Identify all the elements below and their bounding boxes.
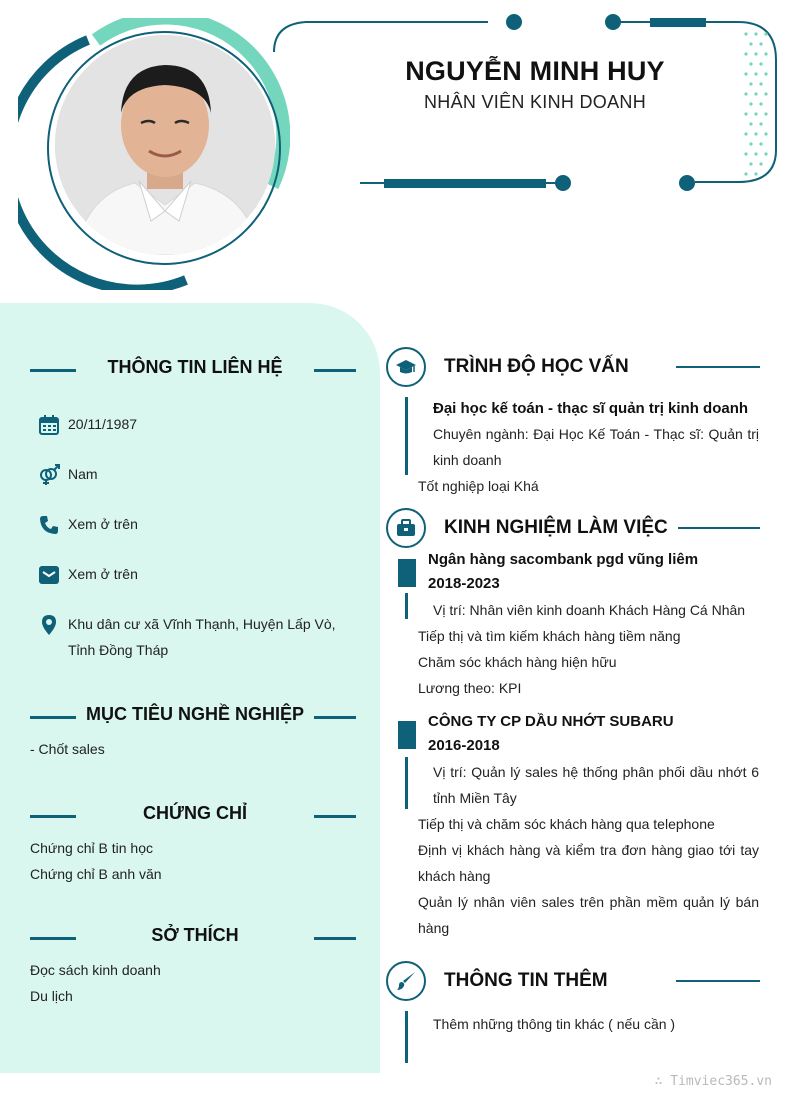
education-heading-text: TRÌNH ĐỘ HỌC VẤN	[444, 356, 629, 377]
gender-icon	[38, 464, 60, 486]
experience-icon-circle	[386, 508, 426, 548]
extra-heading-text: THÔNG TIN THÊM	[444, 970, 608, 991]
job-company: CÔNG TY CP DẦU NHỚT SUBARU	[428, 713, 674, 730]
graduation-cap-icon	[396, 357, 416, 377]
birthdate-value: 20/11/1987	[68, 416, 138, 432]
education-grade: Tốt nghiệp loại Khá	[418, 478, 539, 494]
gender-value: Nam	[68, 466, 98, 482]
hobbies-heading	[30, 925, 356, 951]
certificate-item: Chứng chỉ B tin học	[30, 840, 153, 856]
extra-icon-circle	[386, 961, 426, 1001]
objective-heading-text: MỤC TIÊU NGHỀ NGHIỆP	[85, 704, 304, 724]
email-icon	[38, 564, 60, 586]
education-icon-circle	[386, 347, 426, 387]
extra-timeline-bar	[405, 1011, 408, 1063]
watermark: ∴ Timviec365.vn	[654, 1074, 772, 1089]
job-company: Ngân hàng sacombank pgd vũng liêm	[428, 551, 699, 568]
phone-icon	[38, 514, 60, 536]
heading-line	[676, 980, 760, 982]
candidate-job-title: NHÂN VIÊN KINH DOANH	[423, 92, 647, 112]
job-marker	[398, 721, 416, 749]
extra-text: Thêm những thông tin khác ( nếu cần )	[433, 1016, 676, 1032]
job-position: Vị trí: Nhân viên kinh doanh Khách Hàng Cá Nhân	[433, 602, 746, 618]
phone-value: Xem ở trên	[68, 516, 138, 532]
email-value: Xem ở trên	[68, 566, 138, 582]
certificates-heading-text: CHỨNG CHỈ	[143, 803, 247, 823]
education-major: Chuyên ngành: Đại Học Kế Toán - Thạc sĩ: Quản trị kinh doanh	[433, 426, 759, 468]
job-duty: Tiếp thị và tìm kiếm khách hàng tiềm năng	[418, 628, 681, 644]
job-position: Vị trí: Quản lý sales hệ thống phân phối dầu nhớt 6 tỉnh Miền Tây	[433, 764, 759, 806]
job-marker	[398, 559, 416, 587]
contact-heading	[30, 357, 356, 383]
contact-birthdate	[38, 414, 368, 437]
location-icon	[38, 614, 60, 636]
objective-text: - Chốt sales	[30, 741, 105, 757]
brush-icon	[396, 971, 416, 991]
hobbies-heading-text: SỞ THÍCH	[151, 925, 239, 945]
hobby-item: Đọc sách kinh doanh	[30, 962, 161, 978]
heading-line	[676, 366, 760, 368]
certificates-heading	[30, 803, 356, 829]
job-timeline-bar	[405, 757, 408, 809]
heading-line	[314, 937, 356, 940]
experience-heading-text: KINH NGHIỆM LÀM VIỆC	[444, 517, 668, 538]
contact-phone	[38, 514, 368, 537]
profile-photo	[55, 35, 275, 255]
heading-line	[314, 815, 356, 818]
job-duty: Định vị khách hàng và kiểm tra đơn hàng giao tới tay khách hàng	[418, 842, 759, 884]
candidate-name: NGUYỄN MINH HUY	[405, 56, 665, 86]
job-duty: Lương theo: KPI	[418, 680, 522, 696]
address-value: Khu dân cư xã Vĩnh Thạnh, Huyện Lấp Vò, Tỉnh Đồng Tháp	[68, 616, 336, 658]
briefcase-icon	[396, 518, 416, 538]
heading-line	[314, 716, 356, 719]
heading-line	[30, 369, 76, 372]
education-heading	[386, 347, 760, 387]
contact-address	[38, 614, 368, 663]
experience-heading	[386, 508, 760, 548]
job-duty: Chăm sóc khách hàng hiện hữu	[418, 654, 617, 670]
education-school: Đại học kế toán - thạc sĩ quản trị kinh doanh	[433, 400, 749, 417]
objective-heading	[30, 704, 356, 730]
job-timeline-bar	[405, 593, 408, 619]
contact-email	[38, 564, 368, 587]
contact-heading-text: THÔNG TIN LIÊN HỆ	[107, 357, 283, 377]
heading-line	[30, 815, 76, 818]
job-period: 2016-2018	[428, 737, 500, 754]
extra-heading	[386, 961, 760, 1001]
heading-line	[678, 527, 760, 529]
job-duty: Quản lý nhân viên sales trên phần mềm quản lý bán hàng	[418, 894, 759, 936]
calendar-icon	[38, 414, 60, 436]
job-duty: Tiếp thị và chăm sóc khách hàng qua telephone	[418, 816, 715, 832]
hobby-item: Du lịch	[30, 988, 73, 1004]
heading-line	[314, 369, 356, 372]
job-period: 2018-2023	[428, 575, 500, 592]
contact-gender	[38, 464, 368, 487]
certificate-item: Chứng chỉ B anh văn	[30, 866, 162, 882]
heading-line	[30, 937, 76, 940]
education-timeline-bar	[405, 397, 408, 475]
